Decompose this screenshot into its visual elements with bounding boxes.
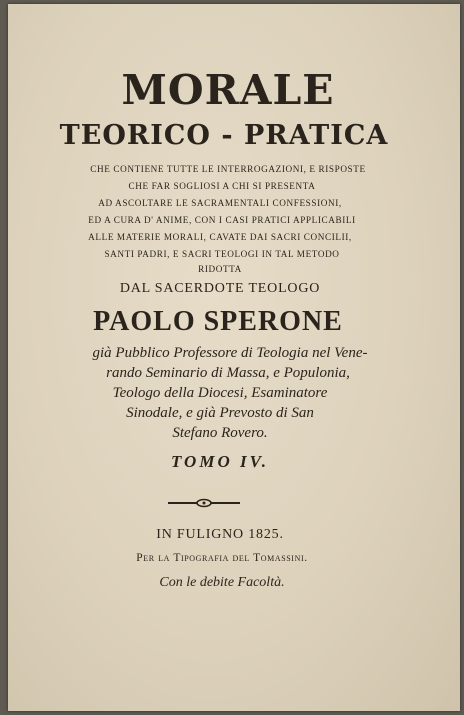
subtitle-line-6: SANTI PADRI, E SACRI TEOLOGI IN TAL METODO (104, 249, 340, 259)
imprint-rights: Con le debite Facoltà. (159, 575, 285, 590)
imprint-printer: Per la Tipografia del Tomassini. (136, 552, 308, 564)
subtitle-line-2: CHE FAR SOGLIOSI A CHI SI PRESENTA (128, 181, 316, 191)
main-title: MORALE (121, 66, 335, 114)
imprint-place-year: IN FULIGNO 1825. (156, 527, 284, 542)
subtitle-line-4: ED A CURA D' ANIME, CON I CASI PRATICI APPLICABILI (88, 215, 356, 225)
byline: DAL SACERDOTE TEOLOGO (119, 281, 321, 296)
ornament-divider (168, 498, 240, 508)
author-name: PAOLO SPERONE (93, 306, 343, 337)
author-bio-line-4: Sinodale, e già Prevosto di San (126, 405, 314, 421)
subtitle-line-5: ALLE MATERIE MORALI, CAVATE DAI SACRI CONCILII, (88, 232, 352, 242)
author-bio-line-5: Stefano Rovero. (172, 425, 268, 441)
volume-number: TOMO IV. (170, 452, 269, 471)
author-bio-line-2: rando Seminario di Massa, e Populonia, (106, 365, 350, 381)
author-bio-line-3: Teologo della Diocesi, Esaminatore (112, 385, 328, 401)
title-page (8, 4, 460, 711)
author-bio-line-1: già Pubblico Professore di Teologia nel Vene- (92, 345, 368, 361)
subtitle-line-1: CHE CONTIENE TUTTE LE INTERROGAZIONI, E RISPOSTE (90, 164, 366, 174)
subtitle-line-7: RIDOTTA (198, 264, 242, 274)
subtitle-line-3: AD ASCOLTARE LE SACRAMENTALI CONFESSIONI, (98, 198, 342, 208)
main-subtitle: TEORICO - PRATICA (59, 120, 389, 151)
